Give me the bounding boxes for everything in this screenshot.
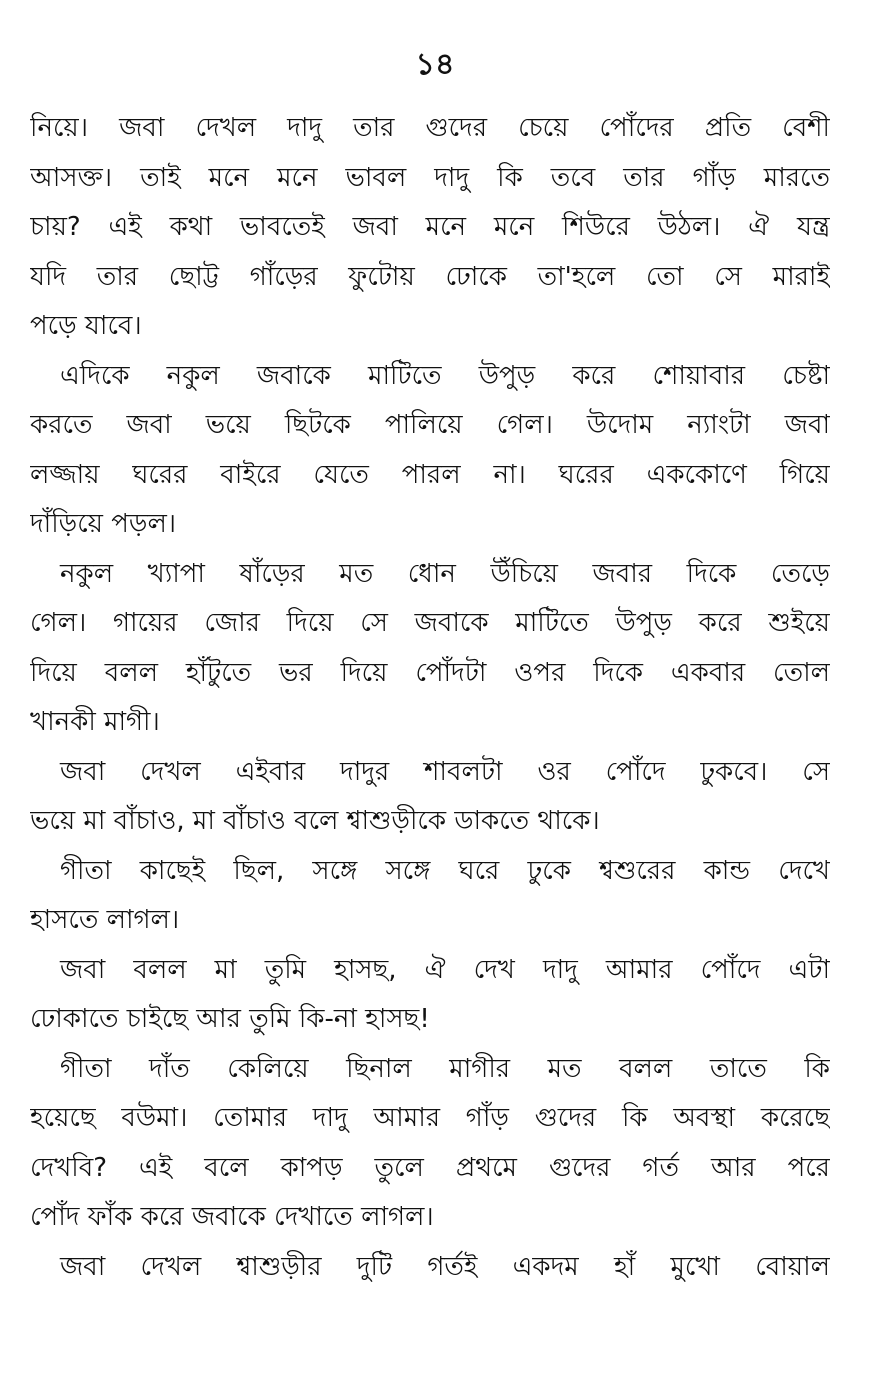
paragraph <box>30 847 830 946</box>
text-line: গেল। গায়ের জোর দিয়ে সে জবাকে মাটিতে উপুড় করে শুইয়ে <box>30 608 830 638</box>
text-line: গীতা দাঁত কেলিয়ে ছিনাল মাগীর মত বলল তাতে কি <box>60 1053 830 1084</box>
paragraph <box>30 946 830 1045</box>
text-line: পোঁদ ফাঁক করে জবাকে দেখাতে লাগল। <box>30 1202 434 1232</box>
body-text <box>30 104 830 1292</box>
paragraph <box>30 1045 830 1243</box>
text-line: গীতা কাছেই ছিল, সঙ্গে সঙ্গে ঘরে ঢুকে শ্বশুরের কান্ড দেখে <box>60 855 830 886</box>
text-line: এদিকে নকুল জবাকে মাটিতে উপুড় করে শোয়াবার চেষ্টা <box>60 360 830 391</box>
paragraph <box>30 748 830 847</box>
text-line: জবা বলল মা তুমি হাসছ, ঐ দেখ দাদু আমার পোঁদে এটা <box>60 954 830 985</box>
text-line: করতে জবা ভয়ে ছিটকে পালিয়ে গেল। উদোম ন্যাংটা জবা <box>30 410 830 440</box>
paragraph <box>30 104 830 352</box>
text-line: আসক্ত। তাই মনে মনে ভাবল দাদু কি তবে তার গাঁড় মারতে <box>30 162 830 193</box>
text-line: নিয়ে। জবা দেখল দাদু তার গুদের চেয়ে পোঁদের প্রতি বেশী <box>30 113 830 143</box>
text-line: খানকী মাগী। <box>30 707 160 737</box>
paragraph <box>30 1243 830 1293</box>
text-line: ভয়ে মা বাঁচাও, মা বাঁচাও বলে শ্বাশুড়ীকে ডাকতে থাকে। <box>30 806 600 836</box>
text-line: পড়ে যাবে। <box>30 311 142 341</box>
text-line: দেখবি? এই বলে কাপড় তুলে প্রথমে গুদের গর্ত আর পরে <box>30 1152 830 1183</box>
text-line: ঢোকাতে চাইছে আর তুমি কি-না হাসছ! <box>30 1004 430 1034</box>
text-line: জবা দেখল শ্বাশুড়ীর দুটি গর্তই একদম হাঁ মুখো বোয়াল <box>60 1251 830 1282</box>
text-line: দাঁড়িয়ে পড়ল। <box>30 509 177 539</box>
text-line: জবা দেখল এইবার দাদুর শাবলটা ওর পোঁদে ঢুকবে। সে <box>60 756 830 787</box>
text-line: লজ্জায় ঘরের বাইরে যেতে পারল না। ঘরের এককোণে গিয়ে <box>30 459 830 490</box>
paragraph <box>30 352 830 550</box>
text-line: নকুল খ্যাপা ষাঁড়ের মত ধোন উঁচিয়ে জবার দিকে তেড়ে <box>60 558 830 589</box>
text-line: যদি তার ছোট্ট গাঁড়ের ফুটোয় ঢোকে তা'হলে তো সে মারাই <box>30 261 830 292</box>
paragraph <box>30 550 830 748</box>
text-line: হাসতে লাগল। <box>30 905 180 935</box>
text-line: হয়েছে বউমা। তোমার দাদু আমার গাঁড় গুদের কি অবস্থা করেছে <box>30 1103 830 1133</box>
page-number: ১৪ <box>415 47 455 82</box>
text-line: দিয়ে বলল হাঁটুতে ভর দিয়ে পোঁদটা ওপর দিকে একবার তোল <box>30 657 830 688</box>
text-line: চায়? এই কথা ভাবতেই জবা মনে মনে শিউরে উঠল। ঐ যন্ত্র <box>30 212 830 242</box>
